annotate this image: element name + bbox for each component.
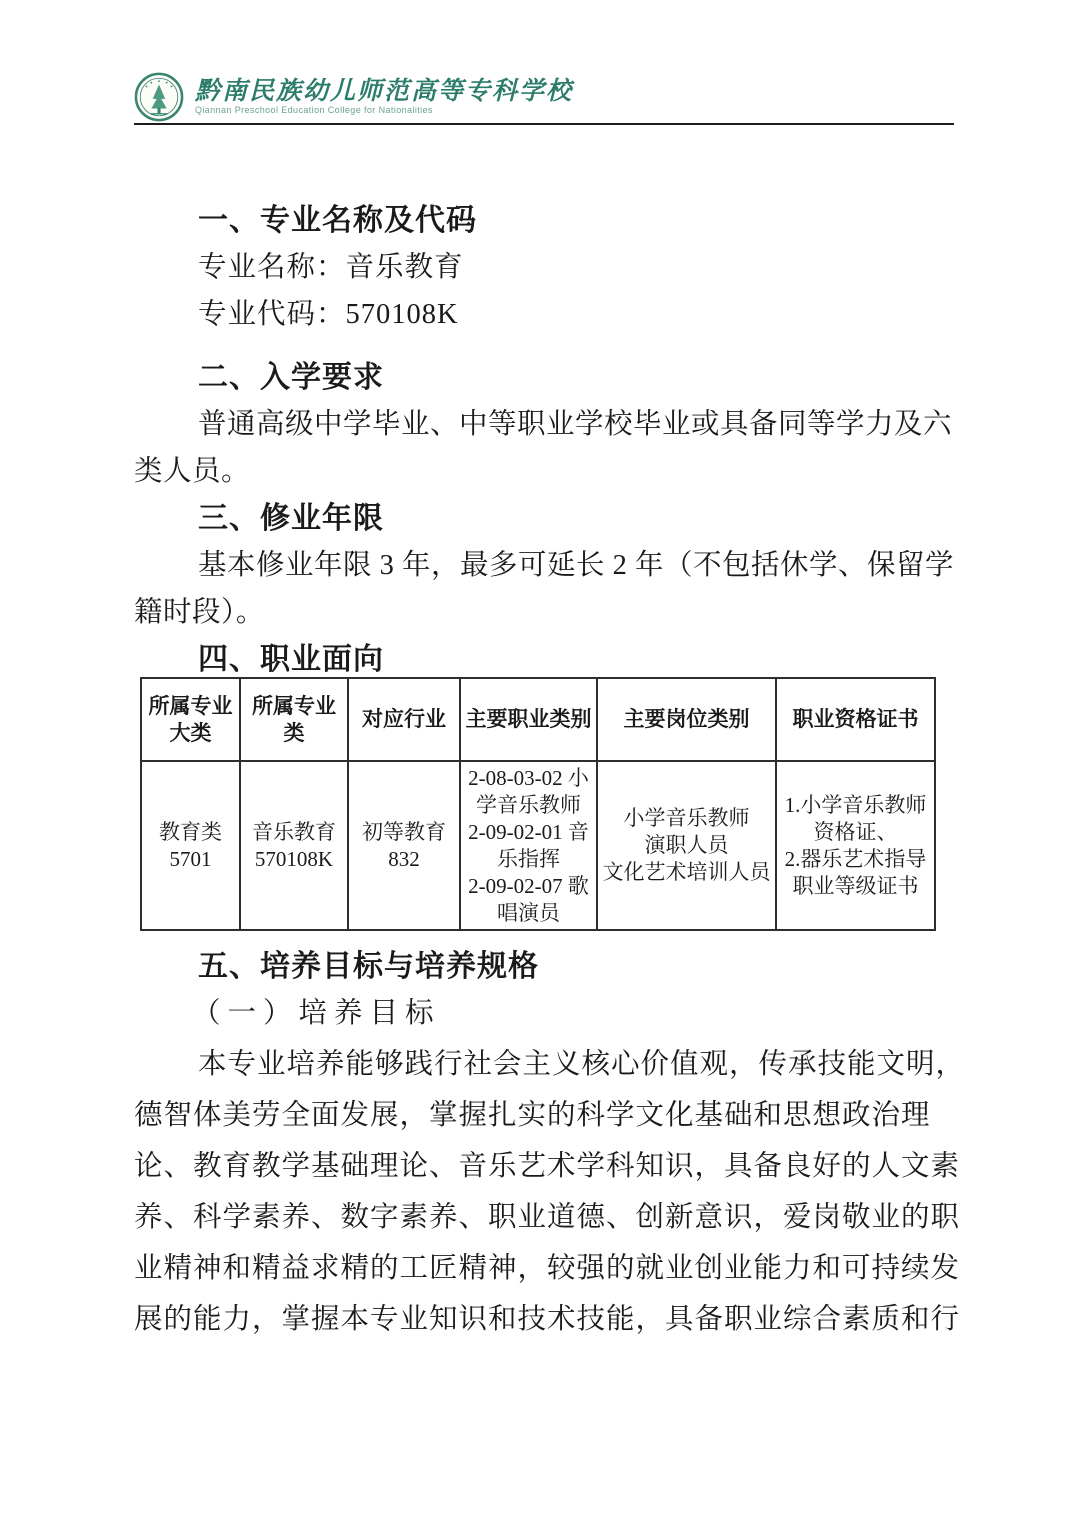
study-duration-paragraph: 基本修业年限 3 年，最多可延长 2 年（不包括休学、保留学 籍时段）。	[134, 550, 955, 628]
section-1-title: 一、专业名称及代码	[198, 204, 477, 237]
section-2-title: 二、入学要求	[198, 361, 384, 394]
document-body	[134, 197, 966, 1345]
entry-requirements-paragraph: 普通高级中学毕业、中等职业学校毕业或具备同等学力及六 类人员。	[134, 409, 953, 487]
college-name-zh: 黔南民族幼儿师范高等专科学校	[195, 78, 574, 105]
college-name-en: Qiannan Preschool Education College for Nationalities	[195, 105, 433, 115]
col-header-occupations: 主要职业类别	[460, 678, 597, 761]
col-header-positions: 主要岗位类别	[597, 678, 776, 761]
subsection-5-1-title: （一）培养目标	[192, 998, 441, 1029]
training-goal-paragraph: 本专业培养能够践行社会主义核心价值观，传承技能文明， 德智体美劳全面发展，掌握扎实的科学文化基础和思想政治理 论、教育教学基础理论、音乐艺术学科知识，具备良好的人文素 养、科学素养、数字素养、职业道德、创新意识，爱岗敬业的职 业精神和精益求精的工匠精神，较强的就业创业能力和可持续发 展的能力，掌握本专业知识和技术技能，具备职业综合素质和行	[134, 1049, 966, 1335]
cell-occupations: 2-08-03-02 小学音乐教师 2-09-02-01 音乐指挥 2-09-02-07 歌唱演员	[460, 761, 597, 930]
col-header-certificates: 职业资格证书	[776, 678, 935, 761]
section-5-title: 五、培养目标与培养规格	[198, 950, 539, 983]
cell-industry: 初等教育 832	[348, 761, 460, 930]
col-header-major-class: 所属专业类	[240, 678, 348, 761]
cell-certificates: 1.小学音乐教师资格证、 2.器乐艺术指导职业等级证书	[776, 761, 935, 930]
table-data-row	[141, 761, 935, 930]
table-header-row	[141, 678, 935, 761]
cell-positions: 小学音乐教师 演职人员 文化艺术培训人员	[597, 761, 776, 930]
career-orientation-table	[140, 677, 936, 931]
col-header-industry: 对应行业	[348, 678, 460, 761]
section-3-title: 三、修业年限	[198, 502, 384, 535]
major-name-line: 专业名称：音乐教育	[198, 252, 464, 283]
college-logo-block	[134, 72, 954, 122]
col-header-major-group: 所属专业大类	[141, 678, 240, 761]
cell-major-group: 教育类 5701	[141, 761, 240, 930]
college-seal-icon	[134, 72, 184, 122]
cell-major-class: 音乐教育 570108K	[240, 761, 348, 930]
page-header	[134, 0, 954, 125]
section-4-title: 四、职业面向	[198, 643, 384, 676]
college-name-block	[195, 78, 573, 116]
major-code-line: 专业代码：570108K	[198, 299, 459, 330]
